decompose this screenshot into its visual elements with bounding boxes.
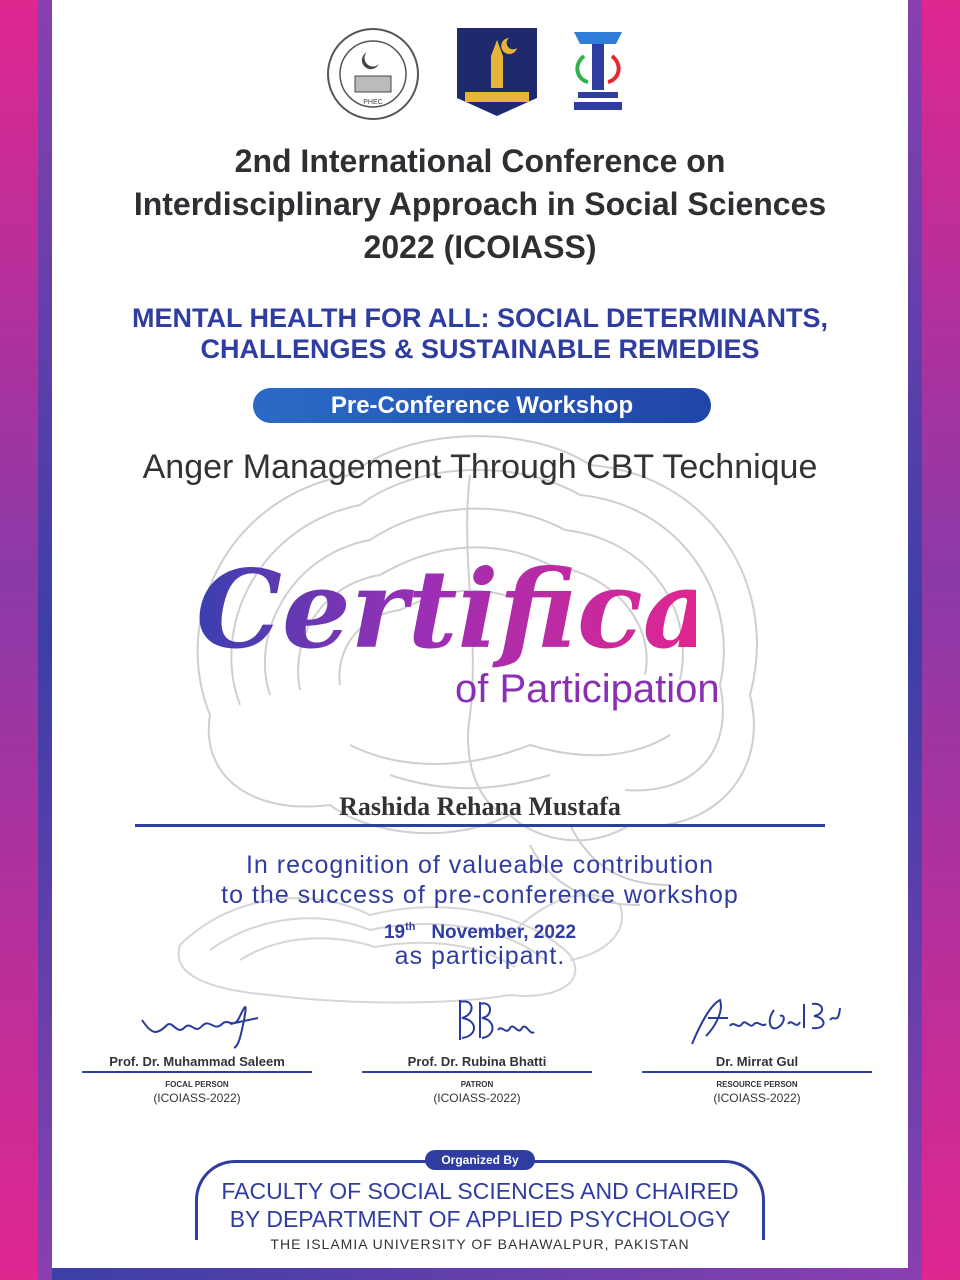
signatory-bhatti — [362, 990, 592, 1106]
signature-saleem — [122, 990, 272, 1050]
recognition-text — [60, 850, 900, 910]
signatory-saleem — [82, 990, 312, 1106]
certificate-subtitle: of Participation — [455, 667, 720, 711]
date-day: 19 — [383, 922, 406, 943]
signatory-gul — [642, 990, 872, 1106]
recipient-underline — [135, 824, 825, 827]
signatory-saleem-name: Prof. Dr. Muhammad Saleem — [109, 1054, 285, 1069]
recognition-line-2: to the success of pre-conference workshop — [221, 881, 739, 909]
signature-bhatti — [402, 990, 552, 1050]
date-day-suffix: th — [405, 921, 416, 933]
right-border — [908, 0, 922, 1280]
organized-by-badge: Organized By — [425, 1150, 535, 1170]
signature-gul — [662, 990, 852, 1050]
certificate-heading: Certificate — [196, 520, 696, 720]
theme-line-2: CHALLENGES & SUSTAINABLE REMEDIES — [200, 334, 760, 364]
left-border — [38, 0, 52, 1280]
phec-caption: PHEC — [363, 99, 383, 106]
signatory-gul-name: Dr. Mirrat Gul — [715, 1054, 799, 1069]
conference-logo — [566, 26, 630, 118]
workshop-title: Anger Management Through CBT Technique — [142, 448, 818, 486]
conference-title — [60, 140, 900, 269]
pre-conference-badge: Pre-Conference Workshop — [253, 388, 711, 423]
recipient-name: Rashida Rehana Mustafa — [339, 792, 621, 821]
date-month-year: November, 2022 — [431, 922, 577, 943]
university-name: THE ISLAMIA UNIVERSITY OF BAHAWALPUR, PAKISTAN — [270, 1236, 690, 1252]
conference-title-line-2: Interdisciplinary Approach in Social Sciences — [133, 186, 827, 222]
recognition-line-1: In recognition of valueable contribution — [245, 851, 715, 879]
signatory-bhatti-role: PATRON — [460, 1080, 494, 1089]
signature-line — [82, 1071, 312, 1073]
signatory-gul-role: RESOURCE PERSON — [716, 1080, 798, 1089]
theme-line-1: MENTAL HEALTH FOR ALL: SOCIAL DETERMINANTS, — [132, 303, 828, 333]
bottom-border — [52, 1268, 908, 1280]
signatory-bhatti-name: Prof. Dr. Rubina Bhatti — [407, 1054, 547, 1069]
organizer-line-2: BY DEPARTMENT OF APPLIED PSYCHOLOGY — [229, 1206, 731, 1232]
conference-title-line-3: 2022 (ICOIASS) — [363, 229, 597, 265]
phec-logo — [325, 26, 421, 122]
signatory-gul-event: (ICOIASS-2022) — [713, 1091, 801, 1105]
conference-theme — [60, 303, 900, 365]
conference-title-line-1: 2nd International Conference on — [234, 143, 726, 179]
signatory-saleem-event: (ICOIASS-2022) — [153, 1091, 241, 1105]
iub-logo — [453, 26, 541, 118]
organizer-line-1: FACULTY OF SOCIAL SCIENCES AND CHAIRED — [221, 1178, 739, 1204]
logo-row — [0, 26, 960, 122]
signatory-bhatti-event: (ICOIASS-2022) — [433, 1091, 521, 1105]
signature-line — [362, 1071, 592, 1073]
organizer-text — [60, 1177, 900, 1233]
signature-line — [642, 1071, 872, 1073]
signatory-saleem-role: FOCAL PERSON — [165, 1080, 229, 1089]
recognition-line-3: as participant. — [394, 942, 566, 970]
